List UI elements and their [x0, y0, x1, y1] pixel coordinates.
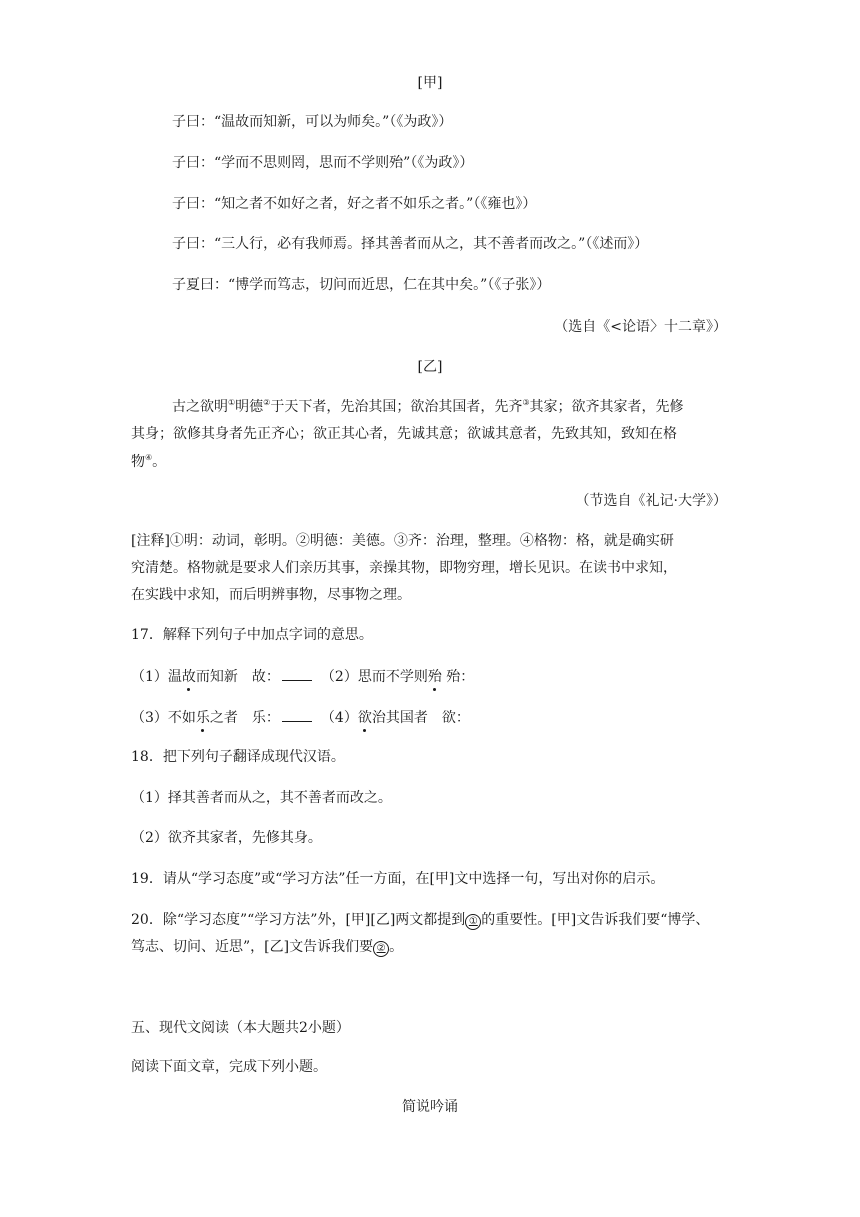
dotted-char: 故	[181, 669, 196, 685]
note-mark-4: ④	[145, 453, 153, 462]
notes-line-2: 究清楚。格物就是要求人们亲历其事，亲操其物，即物穷理，增长见识。在读书中求知，	[131, 560, 677, 576]
q17-text: 治其国者 欲：	[371, 710, 470, 726]
q17-text: （3）不如	[131, 710, 196, 726]
q17-row-2	[131, 707, 470, 728]
notes-line-1: [注释]①明：动词，彰明。②明德：美德。③齐：治理，整理。④格物：格，就是确实研	[131, 533, 674, 549]
q17-text: 殆：	[441, 669, 475, 685]
note-mark-3: ③	[522, 398, 530, 407]
section-5-intro: 阅读下面文章，完成下列小题。	[131, 1059, 327, 1075]
dotted-char: 殆	[427, 669, 442, 685]
yi-paragraph-line-1	[172, 397, 684, 417]
q20-text: 笃志、切问、近思”，[乙]文告诉我们要	[131, 939, 374, 955]
jia-source: （选自《<论语〉十二章》）	[554, 319, 727, 335]
q20-line-1	[131, 910, 709, 930]
q20-text: 20．除“学习态度”“学习方法”外，[甲][乙]两文都提到	[131, 912, 466, 928]
q19: 19．请从“学习态度”或“学习方法”任一方面，在[甲]文中选择一句，写出对你的启示。	[131, 871, 665, 887]
yi-text: 古之欲明	[172, 399, 228, 415]
answer-blank[interactable]	[282, 666, 312, 681]
yi-text: 物	[131, 454, 145, 470]
q17-text: （4）	[327, 710, 358, 726]
q17-row-1	[131, 666, 474, 687]
yi-paragraph-line-2: 其身；欲修其身者先正齐心；欲正其心者，先诚其意；欲诚其意者，先致其知，致知在格	[131, 426, 677, 442]
q20-text: 。	[389, 939, 404, 955]
q18-sentence-2: （2）欲齐其家者，先修其身。	[131, 830, 322, 846]
jia-heading: [甲]	[417, 75, 443, 91]
yi-heading: [乙]	[417, 359, 443, 375]
yi-text: 其家；欲齐其家者，先修	[529, 399, 684, 415]
q17-title: 17．解释下列句子中加点字词的意思。	[131, 627, 373, 643]
note-mark-1: ①	[228, 398, 236, 407]
jia-line-3: 子曰：“知之者不如好之者，好之者不如乐之者。”（《雍也》）	[172, 196, 537, 212]
article-title: 简说吟诵	[402, 1099, 458, 1115]
section-5-title: 五、现代文阅读（本大题共2小题）	[131, 1020, 350, 1036]
jia-line-1: 子曰：“温故而知新，可以为师矣。”（《为政》）	[172, 114, 453, 130]
circled-blank-1: ①	[465, 914, 481, 930]
note-mark-2: ②	[263, 398, 271, 407]
circled-blank-2: ②	[373, 941, 389, 957]
q20-line-2	[131, 937, 403, 957]
q20-text: 的重要性。[甲]文告诉我们要“博学、	[481, 912, 710, 928]
dotted-char: 乐	[195, 710, 210, 726]
yi-source: （节选自《礼记·大学》）	[575, 493, 727, 509]
q18-title: 18．把下列句子翻译成现代汉语。	[131, 749, 345, 765]
q17-text: （1）温	[131, 669, 182, 685]
yi-paragraph-line-3	[131, 452, 166, 472]
dotted-char: 欲	[357, 710, 372, 726]
q18-sentence-1: （1）择其善者而从之，其不善者而改之。	[131, 790, 392, 806]
jia-line-5: 子夏曰：“博学而笃志，切问而近思，仁在其中矣。”（《子张》）	[172, 277, 551, 293]
yi-text: 于天下者，先治其国；欲治其国者，先齐	[270, 399, 523, 415]
q17-text: 之者 乐：	[209, 710, 280, 726]
answer-blank[interactable]	[282, 707, 312, 722]
notes-line-3: 在实践中求知，而后明辨事物，尽事物之理。	[131, 587, 411, 603]
yi-text: 。	[152, 454, 167, 470]
q17-text: （2）思而不学则	[327, 669, 428, 685]
yi-text: 明德	[235, 399, 264, 415]
jia-line-2: 子曰：“学而不思则罔，思而不学则殆”（《为政》）	[172, 155, 474, 171]
jia-line-4: 子曰：“三人行，必有我师焉。择其善者而从之，其不善者而改之。”（《述而》）	[172, 236, 649, 252]
q17-text: 而知新 故：	[195, 669, 280, 685]
